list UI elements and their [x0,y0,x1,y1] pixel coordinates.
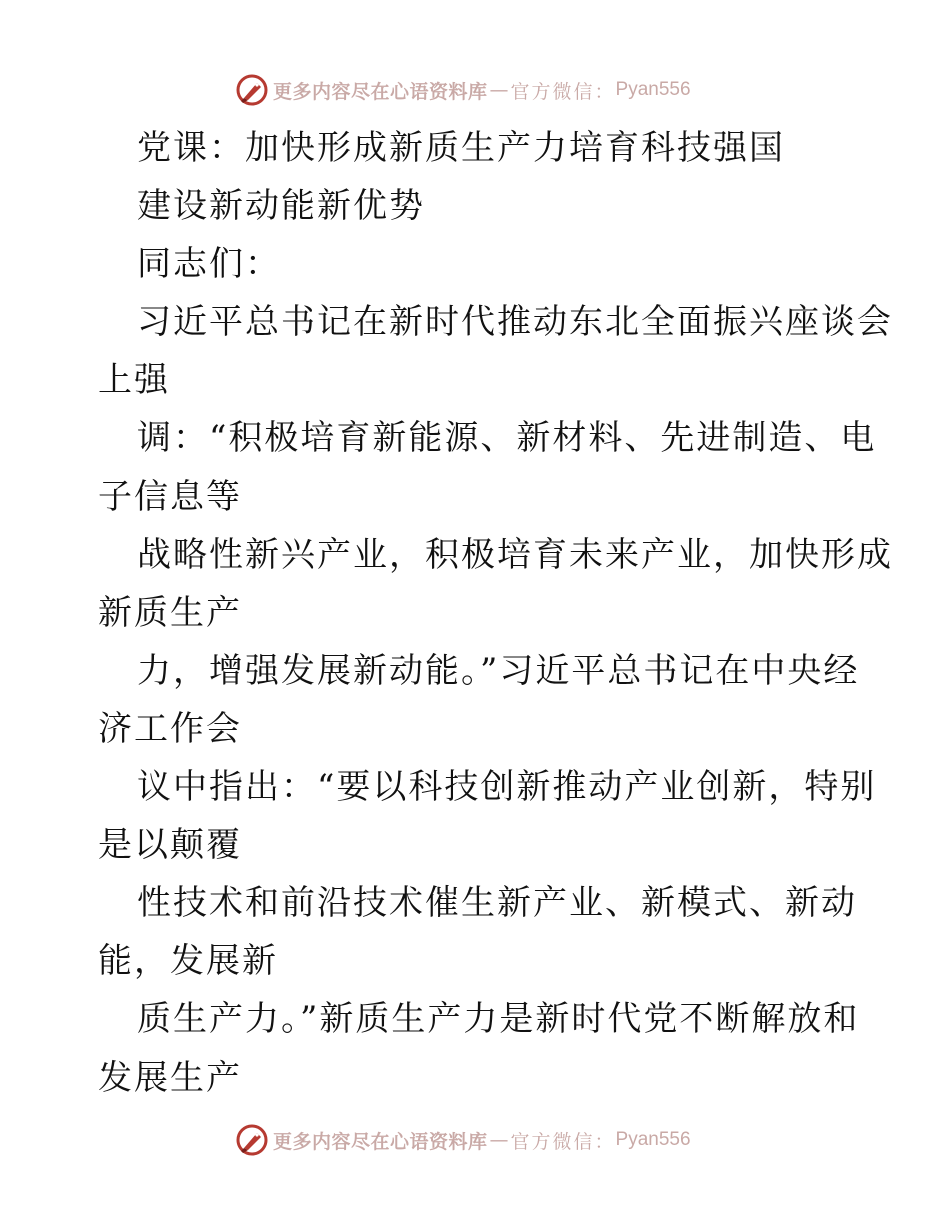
pen-nib-logo-icon [235,73,269,107]
footer-banner-content [235,1120,691,1160]
footer-banner [0,1120,950,1160]
title-line-2: 建设新动能新优势 [137,186,425,227]
footer-banner-text: 更多内容尽在心语资料库 [273,1130,488,1153]
pen-nib-logo-icon [235,1123,269,1157]
paragraph-line: 济工作会 [98,708,242,749]
paragraph-line: 质生产力。”新质生产力是新时代党不断解放和 [137,999,860,1040]
paragraph-line: 是以颠覆 [98,825,242,866]
header-banner-text: 更多内容尽在心语资料库 [273,80,488,103]
paragraph-line: 战略性新兴产业，积极培育未来产业，加快形成 [137,534,893,575]
paragraph-line: 习近平总书记在新时代推动东北全面振兴座谈会 [137,302,893,343]
footer-wechat-id: Pyan556 [615,1129,691,1150]
paragraph-line: 议中指出：“要以科技创新推动产业创新，特别 [137,767,877,808]
footer-wechat-label: 官方微信： [510,1130,616,1153]
paragraph-line: 能，发展新 [98,941,278,982]
paragraph-line: 上强 [98,360,170,401]
header-banner-separator: — [489,79,509,101]
paragraph-line: 力，增强发展新动能。”习近平总书记在中央经 [137,650,860,691]
header-wechat-id: Pyan556 [615,79,691,100]
document-body [98,119,893,1107]
header-wechat-label: 官方微信： [510,80,616,103]
paragraph-line: 调：“积极培育新能源、新材料、先进制造、电 [137,418,877,459]
paragraph-line: 性技术和前沿技术催生新产业、新模式、新动 [137,883,857,924]
salutation-line: 同志们： [137,244,281,285]
header-banner [0,70,950,110]
paragraph-line: 发展生产 [98,1057,242,1098]
paragraph-line: 新质生产 [98,592,242,633]
header-banner-content [235,70,691,110]
footer-banner-separator: — [489,1129,509,1151]
paragraph-line: 子信息等 [98,476,242,517]
title-line-1: 党课：加快形成新质生产力培育科技强国 [137,128,785,168]
